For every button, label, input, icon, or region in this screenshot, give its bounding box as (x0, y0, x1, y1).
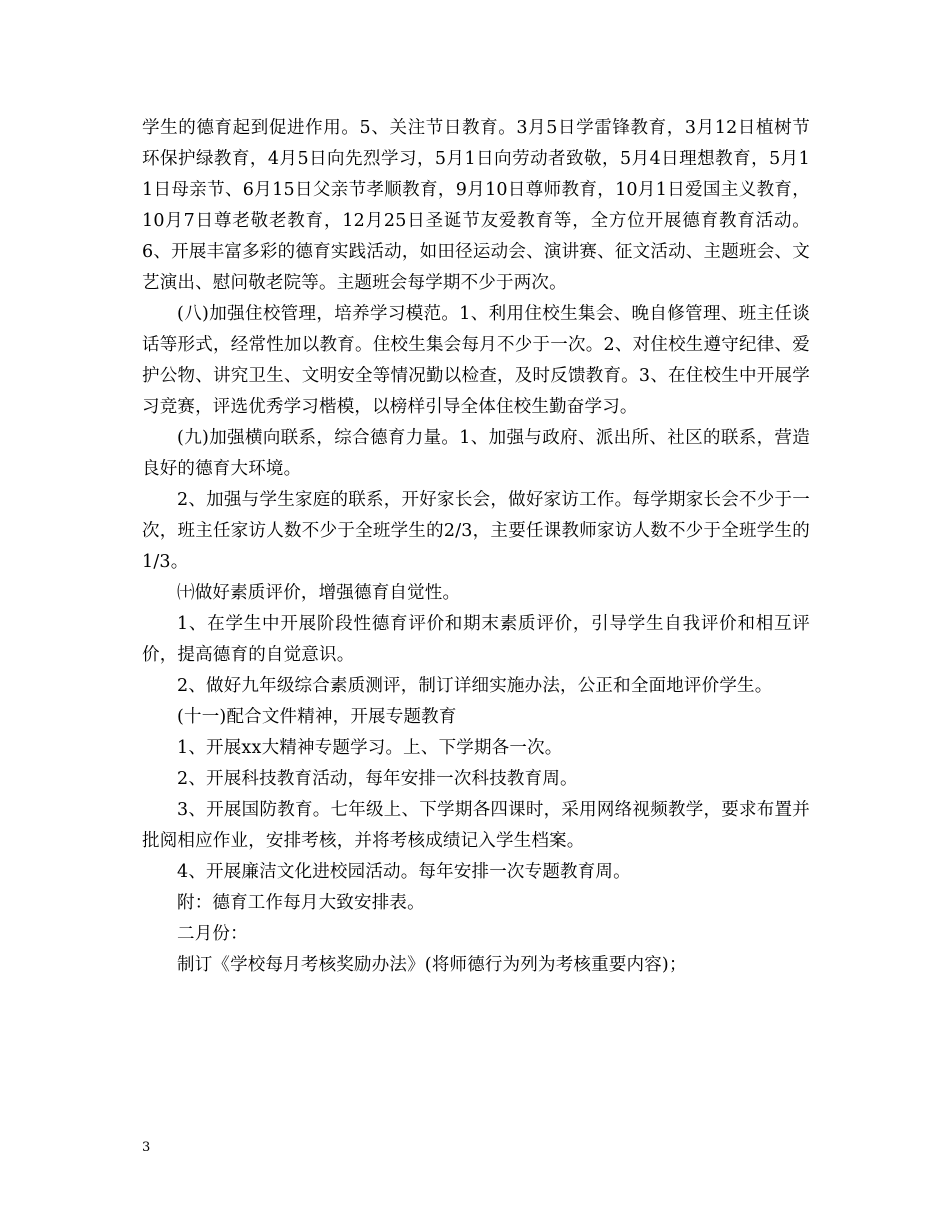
paragraph-5: ㈩做好素质评价，增强德育自觉性。 (177, 583, 461, 603)
paragraph-11: 3、开展国防教育。七年级上、下学期各四课时，采用网络视频教学，要求布置并批阅相应作业，安排考核，并将考核成绩记入学生档案。 (142, 800, 810, 851)
paragraph-2: (八)加强住校管理，培养学习模范。1、利用住校生集会、晚自修管理、班主任谈话等形式，经常性加以教育。住校生集会每月不少于一次。2、对住校生遵守纪律、爱护公物、讲究卫生、文明安全等情况勤以检查，及时反馈教育。3、在住校生中开展学习竞赛，评选优秀学习楷模，以榜样引导全体住校生勤奋学习。 (142, 304, 810, 417)
paragraph-3: (九)加强横向联系，综合德育力量。1、加强与政府、派出所、社区的联系，营造良好的德育大环境。 (142, 428, 810, 479)
paragraph-10: 2、开展科技教育活动，每年安排一次科技教育周。 (177, 769, 578, 789)
paragraph-6: 1、在学生中开展阶段性德育评价和期末素质评价，引导学生自我评价和相互评价，提高德育的自觉意识。 (142, 614, 810, 665)
paragraph-14: 二月份： (177, 924, 248, 944)
page-number: 3 (142, 1140, 151, 1155)
paragraph-9: 1、开展xx大精神专题学习。上、下学期各一次。 (177, 738, 563, 758)
paragraph-15: 制订《学校每月考核奖励办法》(将师德行为列为考核重要内容)； (177, 955, 687, 975)
paragraph-12: 4、开展廉洁文化进校园活动。每年安排一次专题教育周。 (177, 862, 631, 882)
document-body (142, 113, 810, 981)
paragraph-4: 2、加强与学生家庭的联系，开好家长会，做好家访工作。每学期家长会不少于一次，班主任家访人数不少于全班学生的2/3，主要任课教师家访人数不少于全班学生的1/3。 (142, 490, 810, 572)
paragraph-7: 2、做好九年级综合素质测评，制订详细实施办法，公正和全面地评价学生。 (177, 676, 773, 696)
paragraph-1: 学生的德育起到促进作用。5、关注节日教育。3月5日学雷锋教育，3月12日植树节环保护绿教育，4月5日向先烈学习，5月1日向劳动者致敬，5月4日理想教育，5月11日母亲节、6月15日父亲节孝顺教育，9月10日尊师教育，10月1日爱国主义教育，10月7日尊老敬老教育，12月25日圣诞节友爱教育等，全方位开展德育教育活动。6、开展丰富多彩的德育实践活动，如田径运动会、演讲赛、征文活动、主题班会、文艺演出、慰问敬老院等。主题班会每学期不少于两次。 (142, 118, 810, 293)
paragraph-8: (十一)配合文件精神，开展专题教育 (177, 707, 457, 727)
paragraph-13: 附：德育工作每月大致安排表。 (177, 893, 425, 913)
